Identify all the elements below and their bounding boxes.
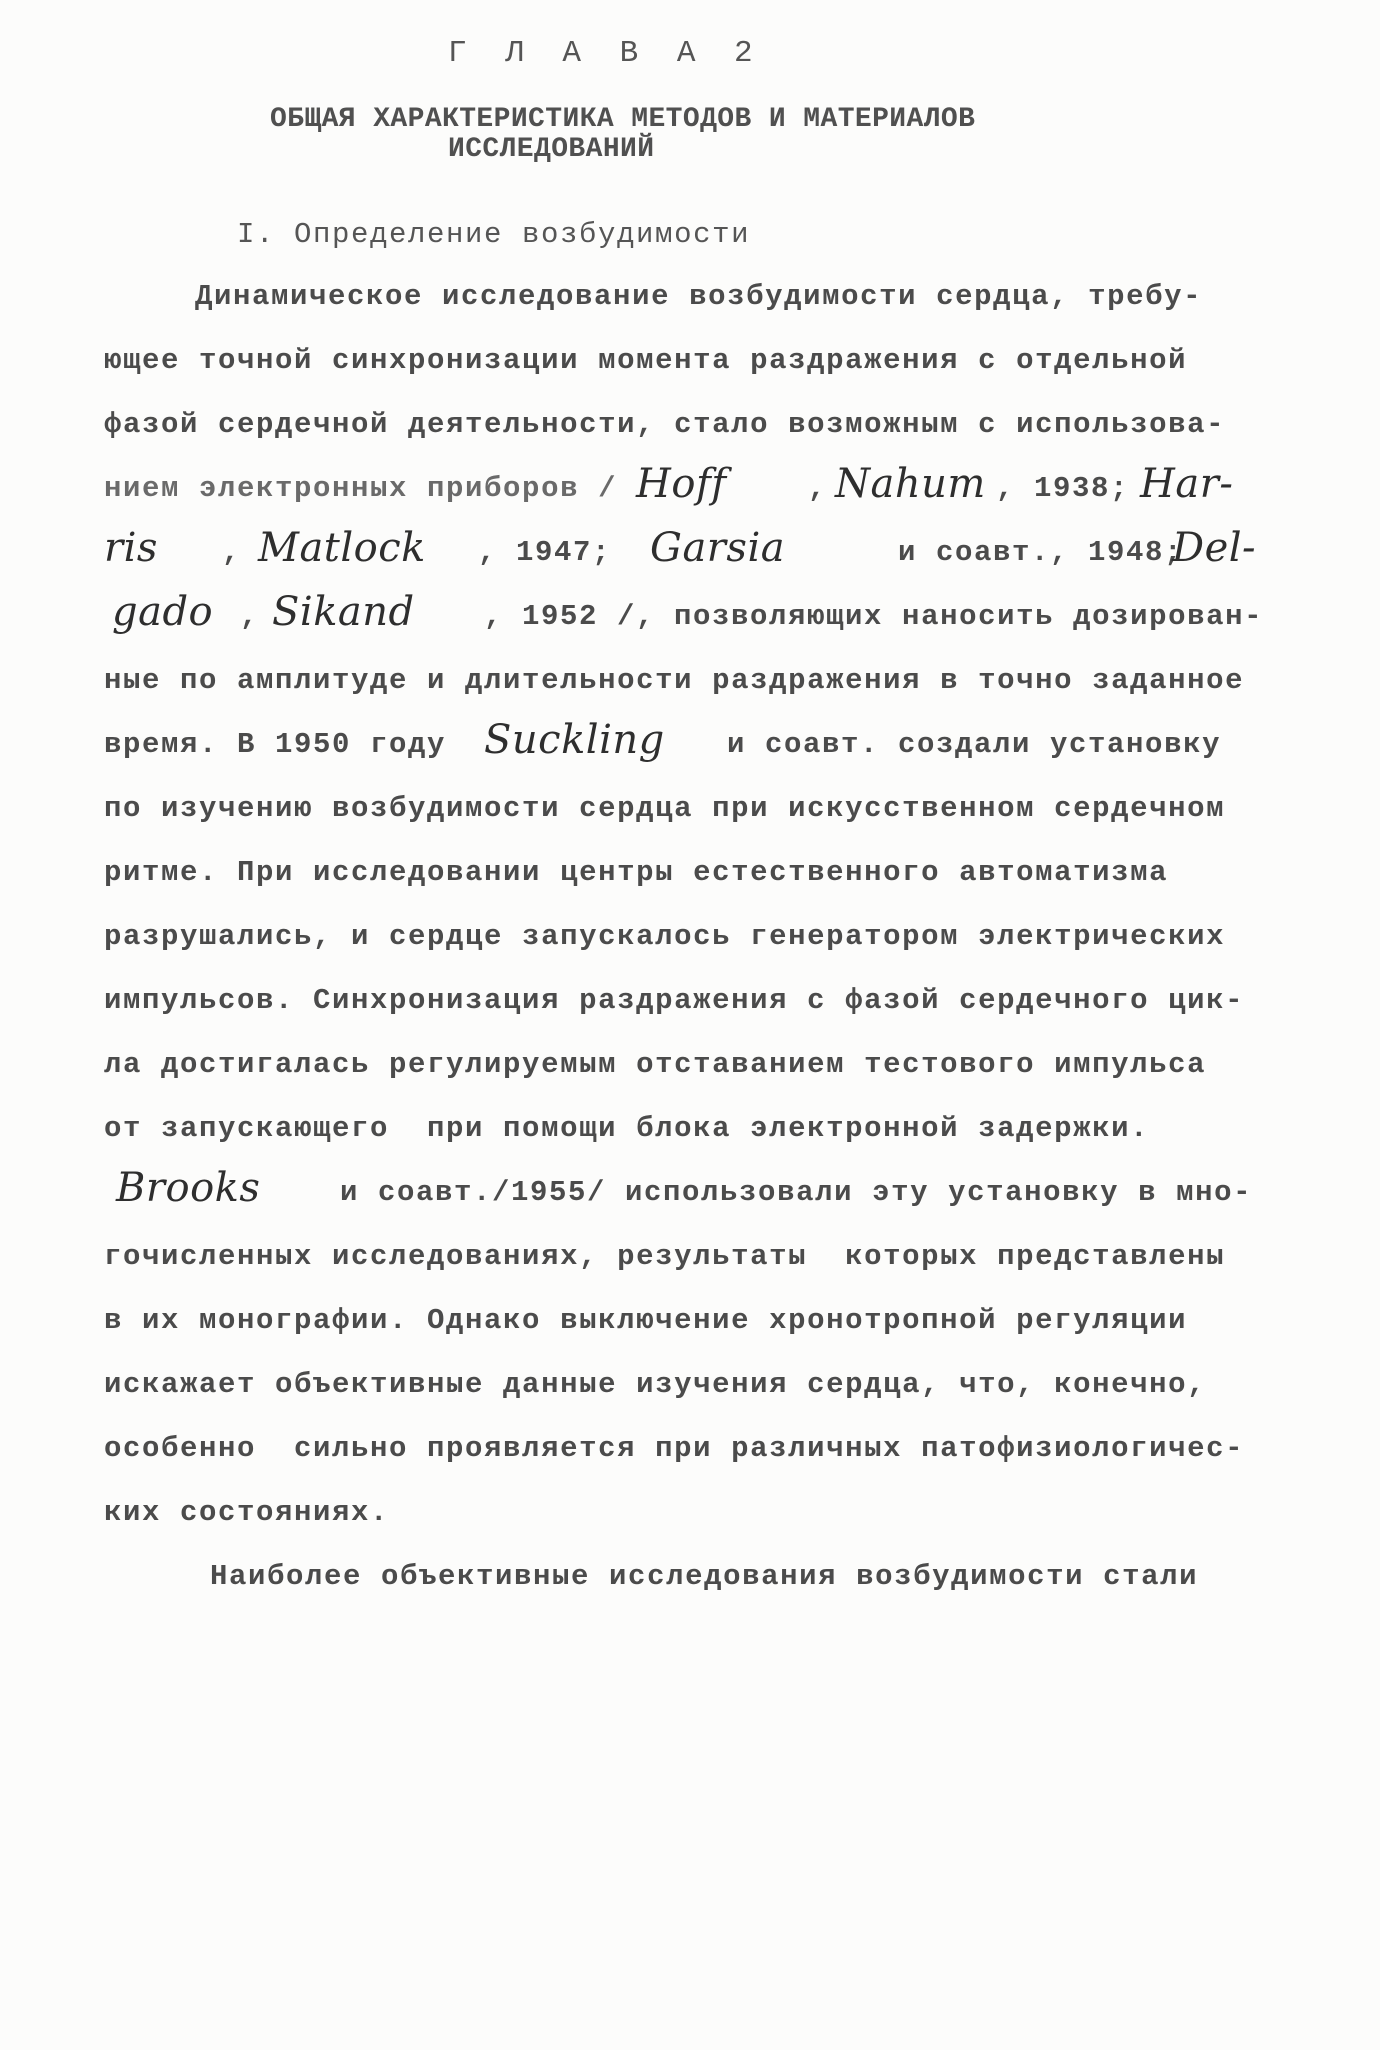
text-line: нием электронных приборов / [104,472,618,505]
chapter-title-line-2: ИССЛЕДОВАНИЙ [448,134,655,165]
handwritten-author-name: Garsia [650,525,786,571]
text-line: ла достигалась регулируемым отставанием тестового импульса [104,1048,1207,1081]
text-punctuation: , [808,472,828,505]
text-line: и соавт., 1948; [898,536,1184,569]
chapter-title-line-1: ОБЩАЯ ХАРАКТЕРИСТИКА МЕТОДОВ И МАТЕРИАЛОВ [270,104,976,135]
text-line: и соавт./1955/ использовали эту установку в мно- [340,1176,1253,1209]
text-line: Динамическое исследование возбудимости сердца, требу- [195,280,1203,313]
handwritten-author-name: Del- [1172,525,1257,571]
text-line: ющее точной синхронизации момента раздражения с отдельной [104,344,1188,377]
text-punctuation: , [240,600,260,633]
handwritten-author-name: Suckling [484,717,665,763]
handwritten-author-name: Hoff [636,461,727,507]
text-punctuation: , [222,536,242,569]
text-line: ритме. При исследовании центры естественного автоматизма [104,856,1169,889]
text-line: от запускающего при помощи блока электронной задержки. [104,1112,1150,1145]
text-line: ких состояниях. [104,1496,390,1529]
text-line: гочисленных исследованиях, результаты которых представлены [104,1240,1226,1273]
handwritten-author-name: ris [104,525,158,571]
text-line: импульсов. Синхронизация раздражения с фазой сердечного цик- [104,984,1245,1017]
text-line: и соавт. создали установку [727,728,1222,761]
handwritten-author-name: Nahum [835,461,986,507]
text-line: разрушались, и сердце запускалось генератором электрических [104,920,1226,953]
handwritten-author-name: Sikand [272,589,415,635]
text-line: фазой сердечной деятельности, стало возможным с использова- [104,408,1226,441]
text-line: , 1947; [478,536,612,569]
text-line: искажает объективные данные изучения сердца, что, конечно, [104,1368,1207,1401]
section-heading: I. Определение возбудимости [237,218,751,251]
handwritten-author-name: Har- [1140,461,1234,507]
text-line: ные по амплитуде и длительности раздражения в точно заданное [104,664,1245,697]
text-line: особенно сильно проявляется при различных патофизиологичес- [104,1432,1245,1465]
chapter-label: Г Л А В А 2 [448,36,763,71]
text-line: , 1938; [996,472,1130,505]
handwritten-author-name: gado [112,589,214,635]
text-line: время. В 1950 году [104,728,447,761]
text-line: в их монографии. Однако выключение хронотропной регуляции [104,1304,1188,1337]
text-line: по изучению возбудимости сердца при искусственном сердечном [104,792,1226,825]
handwritten-author-name: Brooks [116,1165,261,1211]
text-line: Наиболее объективные исследования возбудимости стали [210,1560,1199,1593]
text-line: , 1952 /, позволяющих наносить дозирован- [484,600,1264,633]
handwritten-author-name: Matlock [258,525,426,571]
